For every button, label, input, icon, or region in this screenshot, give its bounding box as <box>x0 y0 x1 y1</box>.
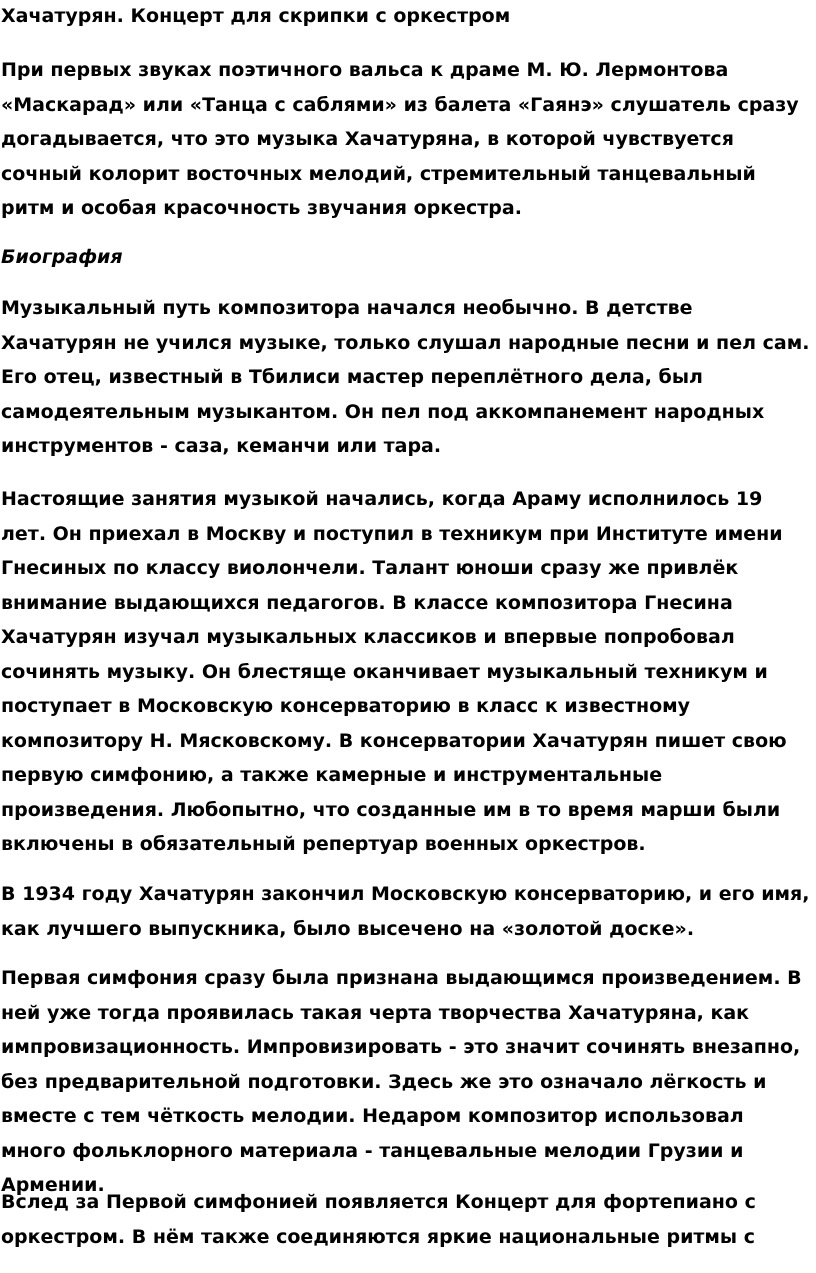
intro-paragraph: При первых звуках поэтичного вальса к драме М. Ю. Лермонтова «Маскарад» или «Танца с саблями» из балета «Гаянэ» слушатель сразу догадывается, что это музыка Хачатуряна, в которой чувствуется сочный колорит восточных мелодий, стремительный танцевальный ритм и особая красочность звучания оркестра. <box>1 59 799 219</box>
paragraph-graduation: В 1934 году Хачатурян закончил Московскую консерваторию, и его имя, как лучшего выпускника, было высечено на «золотой доске». <box>1 883 810 940</box>
document-title: Хачатурян. Концерт для скрипки с оркестром <box>1 5 511 27</box>
paragraph-education: Настоящие занятия музыкой начались, когда Араму исполнилось 19 лет. Он приехал в Москву и поступил в техникум при Институте имени Гнесиных по классу виолончели. Талант юноши сразу же привлёк внимание выдающихся педагогов. В классе композитора Гнесина Хачатурян изучал музыкальных классиков и впервые попробовал сочинять музыку. Он блестяще оканчивает музыкальный техникум и поступает в Московскую консерваторию в класс к известному композитору Н. Мясковскому. В консерватории Хачатурян пишет свою первую симфонию, а также камерные и инструментальные произведения. Любопытно, что созданные им в то время марши были включены в обязательный репертуар военных оркестров. <box>1 488 787 855</box>
paragraph-piano-concerto: Вслед за Первой симфонией появляется Концерт для фортепиано с оркестром. В нём также соединяются яркие национальные ритмы с <box>1 1191 756 1248</box>
paragraph-first-symphony: Первая симфония сразу была признана выдающимся произведением. В ней уже тогда проявилась такая черта творчества Хачатуряна, как импровизационность. Импровизировать - это значит сочинять внезапно, без предварительной подготовки. Здесь же это означало лёгкость и вместе с тем чёткость мелодии. Недаром композитор использовал много фольклорного материала - танцевальные мелодии Грузии и Армении. <box>1 967 802 1196</box>
paragraph-childhood: Музыкальный путь композитора начался необычно. В детстве Хачатурян не учился музыке, только слушал народные песни и пел сам. Его отец, известный в Тбилиси мастер переплётного дела, был самодеятельным музыкантом. Он пел под аккомпанемент народных инструментов - саза, кеманчи или тара. <box>1 297 810 457</box>
section-heading-biography: Биография <box>1 246 123 268</box>
